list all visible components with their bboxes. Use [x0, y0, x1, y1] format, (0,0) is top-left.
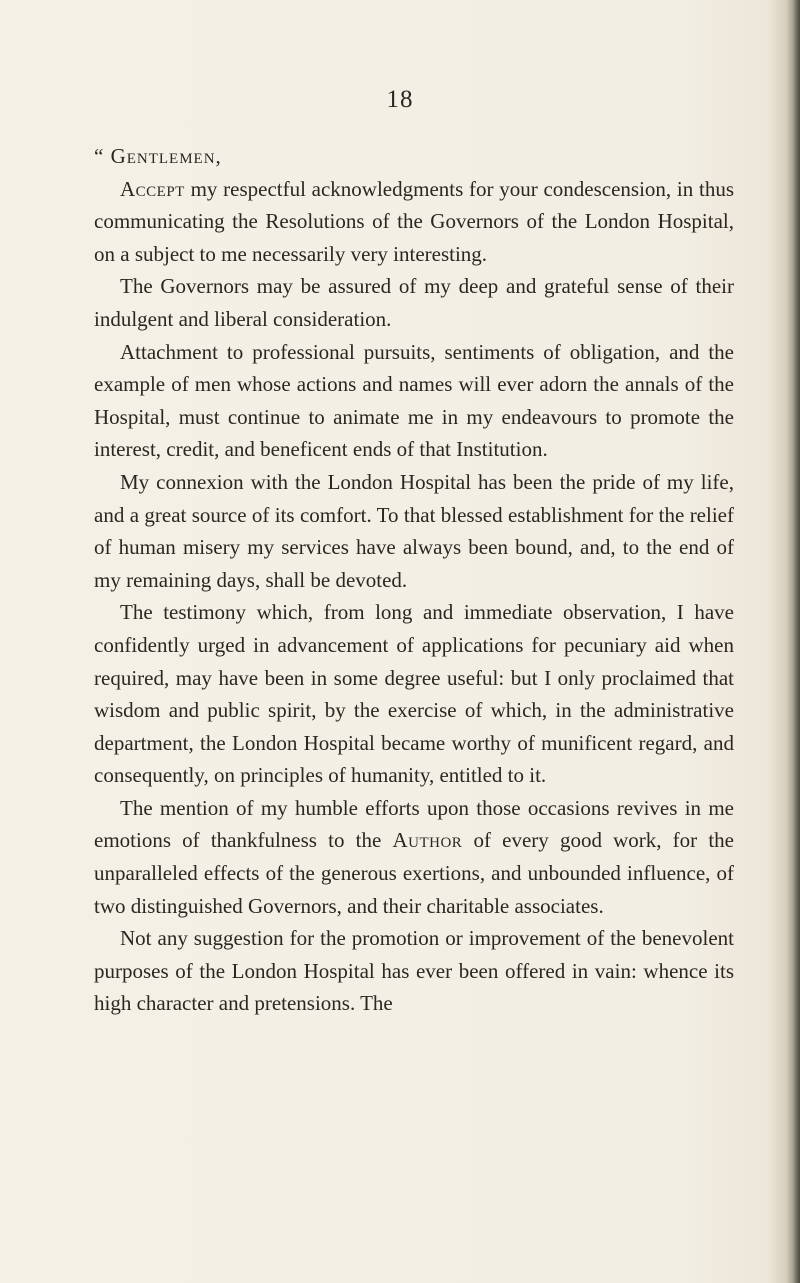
paragraph-suggestion: Not any suggestion for the promotion or improvement of the benevolent purposes of the London Hospital has ever been offered in vain: whence its high character and pretensions. The: [94, 926, 734, 1016]
author-word: Author: [392, 828, 463, 853]
letter-body: [94, 140, 734, 1020]
lead-word: Accept: [120, 176, 185, 201]
paragraph-testimony: The testimony which, from long and immediate observation, I have confidently urged in advancement of applications for pecuniary aid when required, may have been in some degree useful: but I only proclaimed that wisdom and public spirit, by the exercise of which, in the administrative department, the London Hospital became worthy of munificent regard, and consequently, on principles of humanity, entitled to it.: [94, 600, 734, 788]
salutation: “ Gentlemen,: [94, 144, 222, 168]
paragraph-governors: The Governors may be assured of my deep and grateful sense of their indulgent and liberal consideration.: [94, 274, 734, 331]
paragraph-text: of every good work, for the unparalleled effects of the generous exertions, and unbounded influence, of two distinguished Governors, and their charitable associates.: [94, 828, 734, 918]
paragraph-attachment: Attachment to professional pursuits, sentiments of obligation, and the example of men whose actions and names will ever adorn the annals of the Hospital, must continue to animate me in my endeavours to promote the interest, credit, and beneficent ends of that Institution.: [94, 339, 734, 462]
page-edge-shadow: [786, 0, 800, 1283]
paragraph-acknowledgment: [94, 173, 734, 271]
paragraph-text: my respectful acknowledgments for your condescension, in thus communicating the Resolutions of the Governors of the London Hospital, on a subject to me necessarily very interesting.: [94, 176, 734, 266]
paragraph-text: The mention of my humble efforts upon those occasions revives in me emotions of thankfulness to the: [94, 795, 734, 853]
page-number: 18: [386, 86, 414, 113]
paragraph-mention: [94, 792, 734, 922]
paragraph-connexion: My connexion with the London Hospital has been the pride of my life, and a great source of its comfort. To that blessed establishment for the relief of human misery my services have always been bound, and, to the end of my remaining days, shall be devoted.: [94, 469, 734, 592]
